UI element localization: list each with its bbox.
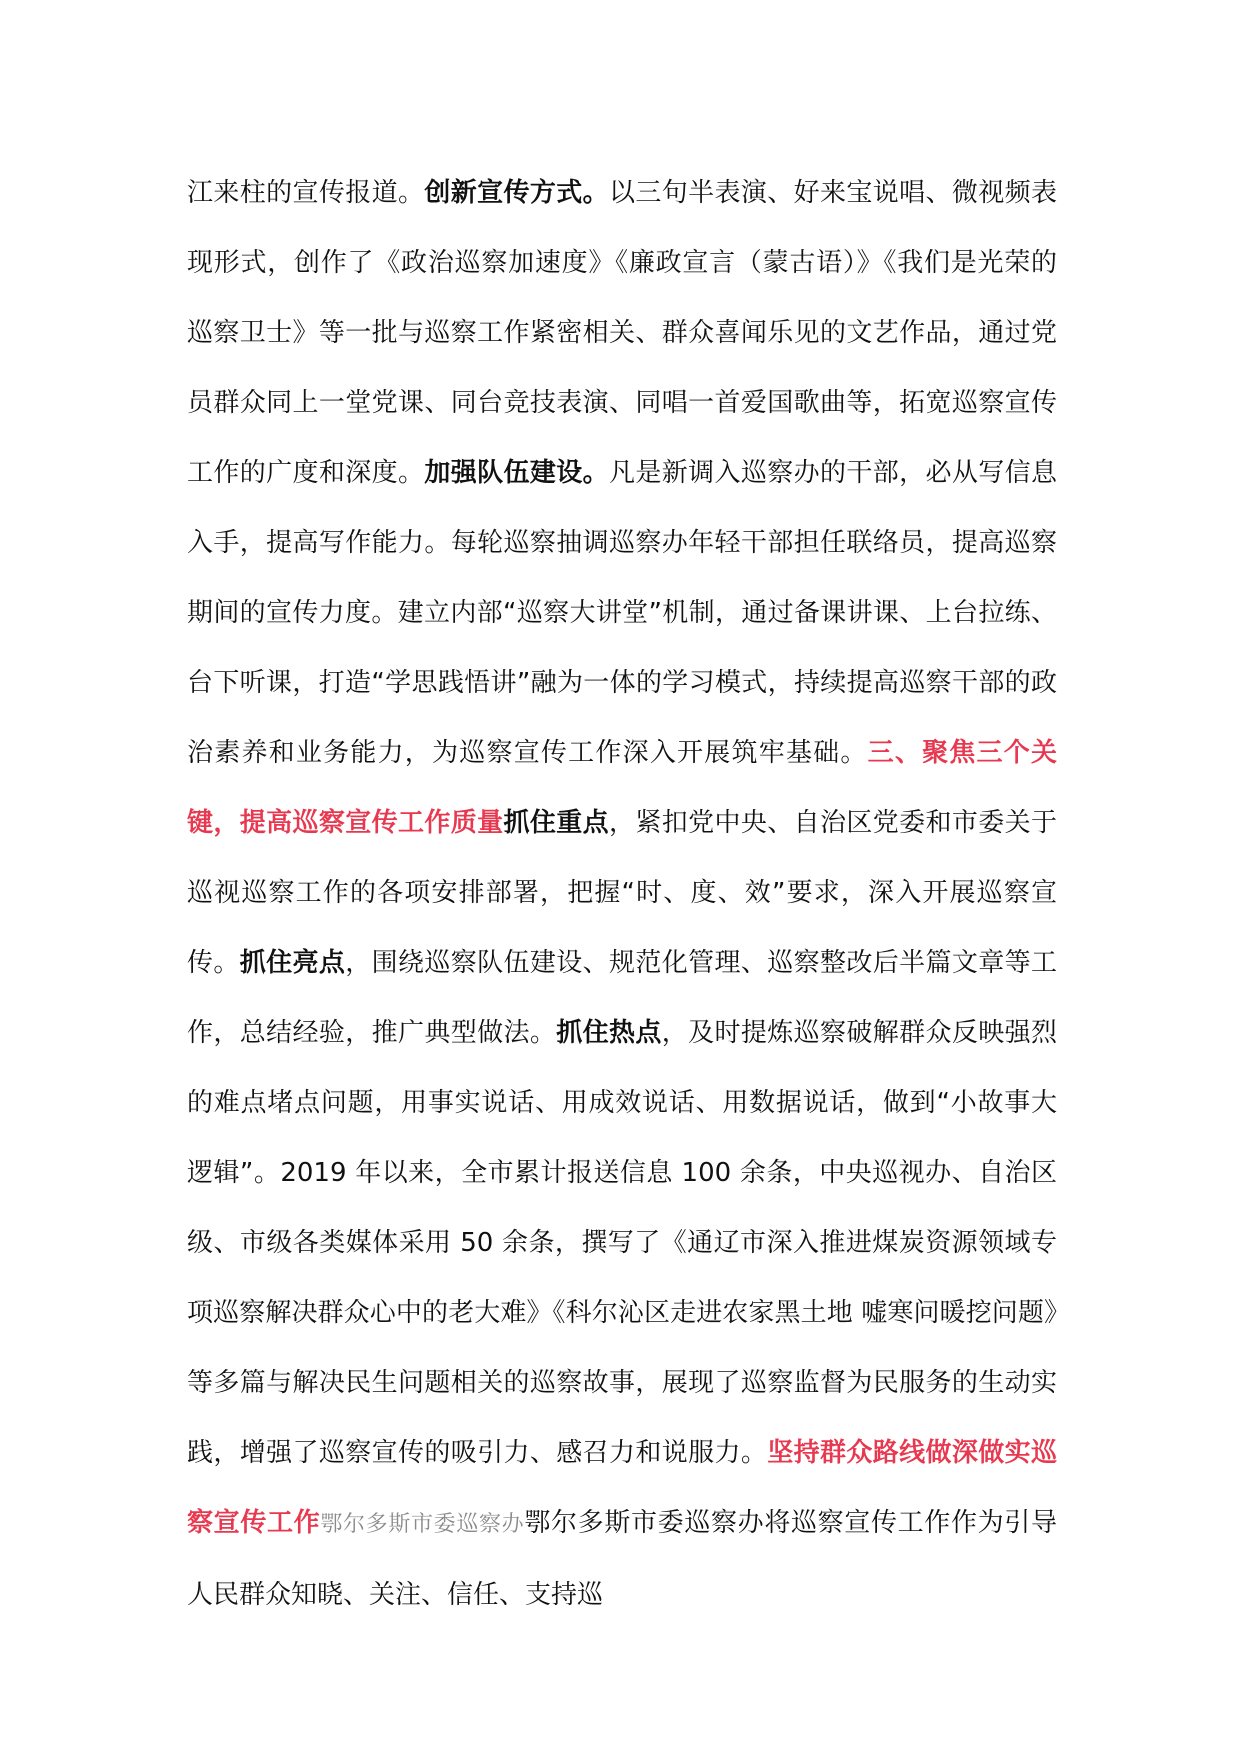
body-paragraph	[187, 158, 1057, 1630]
text-segment: 江来柱的宣传报道。	[187, 178, 425, 208]
subheading-hotspots: 抓住热点	[556, 1018, 662, 1048]
text-segment: 以三句半表演、好来宝说唱、微视频表现形式，创作了《政治巡察加速度》《廉政宣言（蒙古语）》《我们是光荣的巡察卫士》等一批与巡察工作紧密相关、群众喜闻乐见的文艺作品，通过党员群众同上一堂党课、同台竞技表演、同唱一首爱国歌曲等，拓宽巡察宣传工作的广度和深度。	[187, 178, 1057, 488]
article-source: 鄂尔多斯市委巡察办	[320, 1512, 525, 1537]
text-segment: ，围绕巡察队伍建设、规范化管理、巡察整改后半篇文章等工作，总结经验，推广典型做法。	[187, 948, 1057, 1048]
text-segment: ，紧扣党中央、自治区党委和市委关于巡视巡察工作的各项安排部署，把握“时、度、效”要求，深入开展巡察宣传。	[187, 808, 1057, 978]
section-heading-three: 三、聚焦三个关键，提高巡察宣传工作质量	[187, 738, 1057, 838]
subheading-strengthen-team: 加强队伍建设。	[424, 458, 609, 488]
subheading-key-points: 抓住重点	[503, 808, 609, 838]
article-title: 坚持群众路线做深做实巡察宣传工作	[187, 1438, 1057, 1538]
text-segment: 凡是新调入巡察办的干部，必从写信息入手，提高写作能力。每轮巡察抽调巡察办年轻干部担任联络员，提高巡察期间的宣传力度。建立内部“巡察大讲堂”机制，通过备课讲课、上台拉练、台下听课，打造“学思践悟讲”融为一体的学习模式，持续提高巡察干部的政治素养和业务能力，为巡察宣传工作深入开展筑牢基础。	[187, 458, 1057, 768]
subheading-highlights: 抓住亮点	[239, 948, 346, 978]
text-segment: ，及时提炼巡察破解群众反映强烈的难点堵点问题，用事实说话、用成效说话、用数据说话，做到“小故事大逻辑”。2019 年以来，全市累计报送信息 100 余条，中央巡视办、自治区级、市级各类媒体采用 50 余条，撰写了《通辽市深入推进煤炭资源领域专项巡察解决群众心中的老大难》《科尔沁区走进农家黑土地 嘘寒问暖挖问题》等多篇与解决民生问题相关的巡察故事，展现了巡察监督为民服务的生动实践，增强了巡察宣传的吸引力、感召力和说服力。	[187, 1018, 1058, 1468]
text-segment: 鄂尔多斯市委巡察办将巡察宣传工作作为引导人民群众知晓、关注、信任、支持巡	[187, 1508, 1057, 1610]
subheading-innovate-methods: 创新宣传方式。	[424, 178, 609, 208]
